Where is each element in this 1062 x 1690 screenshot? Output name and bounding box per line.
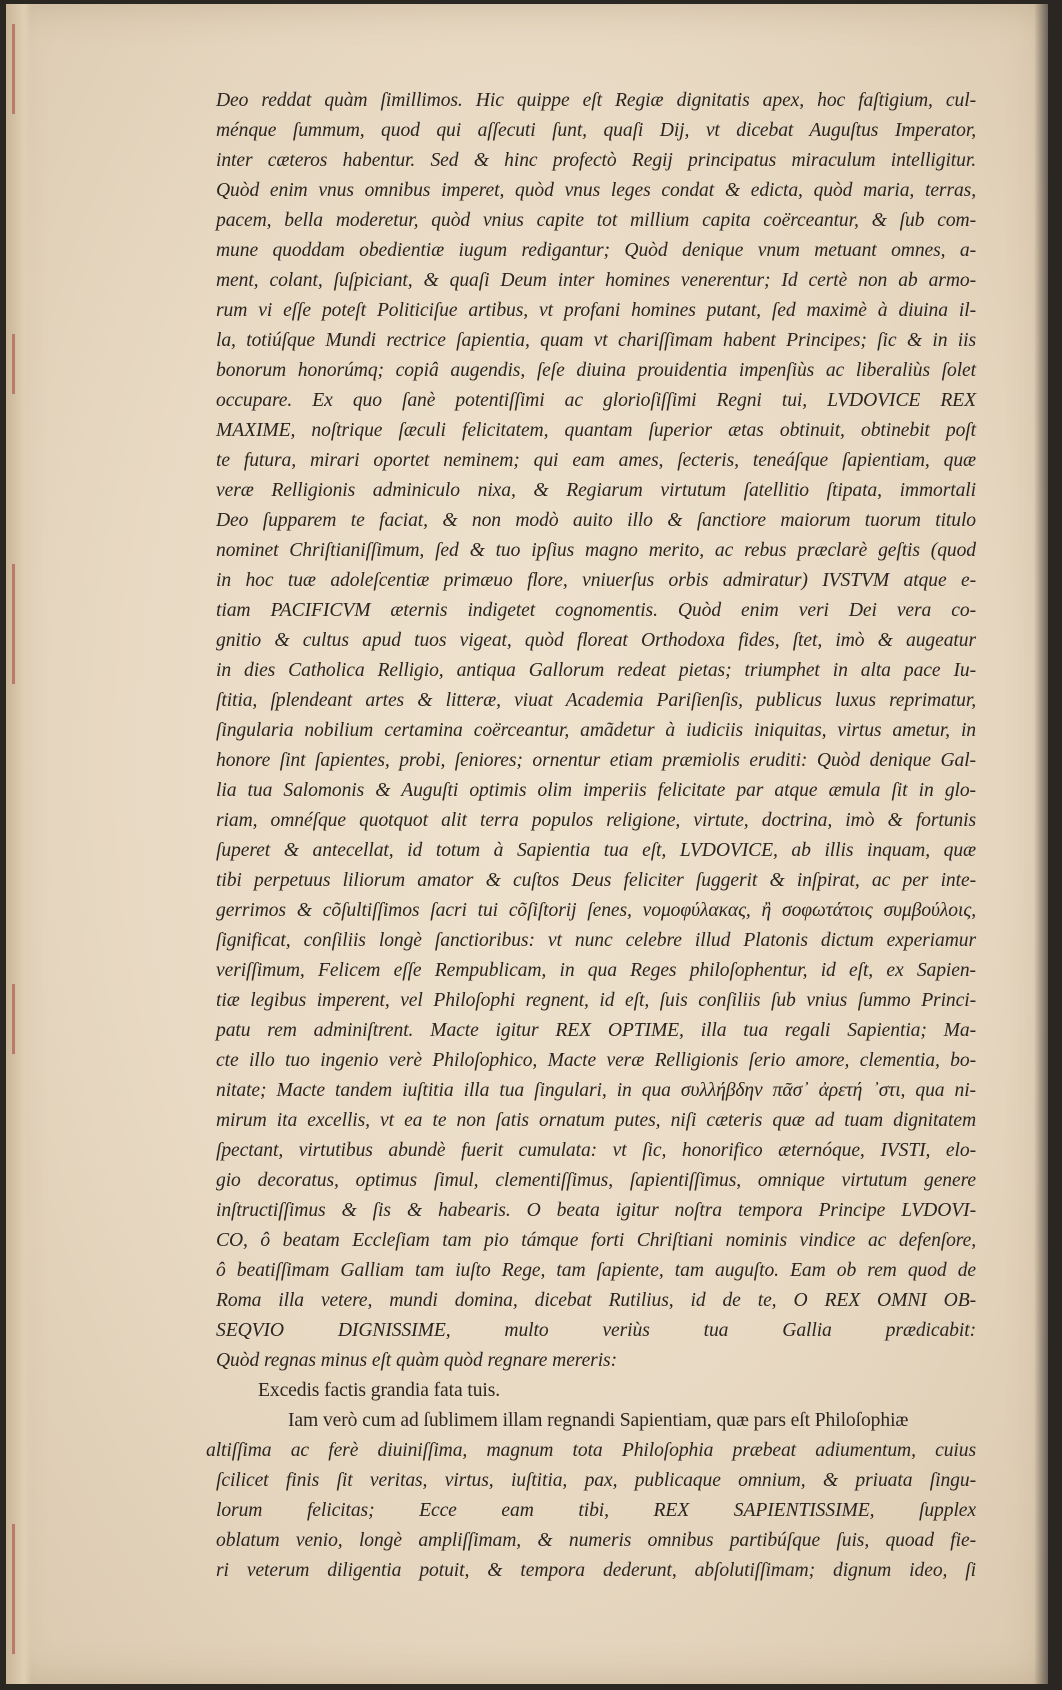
text-line: nitate; Macte tandem iuſtitia illa tua ſingulari, in qua συλλήβδην πᾶσ᾽ ἀρετή ᾽στι, qua ni-	[216, 1080, 976, 1101]
text-line: cte illo tuo ingenio verè Philoſophico, Macte veræ Relligionis ſerio amore, clementia, bo-	[216, 1050, 976, 1071]
text-line: la, totiúſque Mundi rectrice ſapientia, quam vt chariſſimam habent Principes; ſic & in iis	[216, 330, 976, 351]
binding-gutter	[6, 4, 32, 1684]
binding-stain	[12, 1524, 15, 1654]
text-line: honore ſint ſapientes, probi, ſeniores; ornentur etiam præmiolis eruditi: Quòd denique Gal-	[216, 750, 976, 771]
text-line: bonorum honorúmq; copiâ augendis, ſeſe diuina prouidentia impenſiùs ac liberaliùs ſolet	[216, 360, 976, 381]
text-line: riam, omnéſque quotquot alit terra populos religione, virtute, doctrina, imò & fortunis	[216, 810, 976, 831]
text-line: SEQVIO DIGNISSIME, multo veriùs tua Gallia prædicabit:	[216, 1320, 976, 1341]
text-line: ménque ſummum, quod qui aſſecuti ſunt, quaſi Dij, vt dicebat Auguſtus Imperator,	[216, 120, 976, 141]
text-line: gio decoratus, optimus ſimul, clementiſſimus, ſapientiſſimus, omnique virtutum genere	[216, 1170, 976, 1191]
text-line: pacem, bella moderetur, quòd vnius capite tot millium capita coërceantur, & ſub com-	[216, 210, 976, 231]
binding-stain	[12, 24, 15, 114]
page-edge-shadow	[1034, 4, 1048, 1684]
text-line: lorum felicitas; Ecce eam tibi, REX SAPIENTISSIME, ſupplex	[216, 1500, 976, 1521]
text-line: tiæ legibus imperent, vel Philoſophi regnent, id eſt, ſuis conſiliis ſub vnius ſummo Princi-	[216, 990, 976, 1011]
text-line: occupare. Ex quo ſanè potentiſſimi ac glorioſiſſimi Regni tui, LVDOVICE REX	[216, 390, 976, 411]
text-line: te futura, mirari oportet neminem; qui eam ames, ſecteris, teneáſque ſapientiam, quæ	[216, 450, 976, 471]
text-line: in hoc tuæ adoleſcentiæ primæuo flore, vniuerſus orbis admiratur) IVSTVM atque e-	[216, 570, 976, 591]
text-line: patu rem adminiſtrent. Macte igitur REX OPTIME, illa tua regali Sapientia; Ma-	[216, 1020, 976, 1041]
text-line: ſcilicet finis ſit veritas, virtus, iuſtitia, pax, publicaque omnium, & priuata ſingu-	[216, 1470, 976, 1491]
body-text	[206, 86, 976, 1616]
text-line	[216, 1586, 976, 1616]
binding-stain	[12, 984, 15, 1054]
text-line: veræ Relligionis adminiculo nixa, & Regiarum virtutum ſatellitio ſtipata, immortali	[216, 480, 976, 501]
text-line: gerrimos & cõſultiſſimos ſacri tui cõſiſtorij ſenes, νομοφύλακας, ἢ σοφωτάτοις συμβούλοις,	[216, 900, 976, 921]
text-line: ſuperet & antecellat, id totum à Sapientia tua eſt, LVDOVICE, ab illis inquam, quæ	[216, 840, 976, 861]
page-sheet	[6, 4, 1048, 1684]
text-line: ô beatiſſimam Galliam tam iuſto Rege, tam ſapiente, tam auguſto. Eam ob rem quod de	[216, 1260, 976, 1281]
text-line: nominet Chriſtianiſſimum, ſed & tuo ipſius magno merito, ac rebus præclarè geſtis (quod	[216, 540, 976, 561]
text-line: inter cæteros habentur. Sed & hinc profectò Regij principatus miraculum intelligitur.	[216, 150, 976, 171]
text-line: tibi perpetuus liliorum amator & cuſtos Deus feliciter ſuggerit & inſpirat, ac per inte-	[216, 870, 976, 891]
text-line: altiſſima ac ferè diuiniſſima, magnum tota Philoſophia præbeat adiumentum, cuius	[206, 1440, 976, 1461]
text-line: oblatum venio, longè ampliſſimam, & numeris omnibus partibúſque ſuis, quoad fie-	[216, 1530, 976, 1551]
binding-stain	[12, 334, 15, 394]
binding-stain	[12, 564, 15, 684]
text-line: ment, colant, ſuſpiciant, & quaſi Deum inter homines venerentur; Id certè non ab armo-	[216, 270, 976, 291]
text-line: Quòd enim vnus omnibus imperet, quòd vnus leges condat & edicta, quòd maria, terras,	[216, 180, 976, 201]
text-line: ſingularia nobilium certamina coërceantur, amãdetur à iudiciis iniquitas, virtus ametur, in	[216, 720, 976, 741]
text-line: ſtitia, ſplendeant artes & litteræ, viuat Academia Pariſienſis, publicus luxus reprimatur,	[216, 690, 976, 711]
text-line: ri veterum diligentia potuit, & tempora dederunt, abſolutiſſimam; dignum ideo, ſi	[216, 1560, 976, 1581]
text-line: tiam PACIFICVM æternis indigetet cognomentis. Quòd enim veri Dei vera co-	[216, 600, 976, 621]
text-line: Deo reddat quàm ſimillimos. Hic quippe eſt Regiæ dignitatis apex, hoc faſtigium, cul-	[216, 90, 976, 111]
text-line: lia tua Salomonis & Auguſti optimis olim imperiis felicitate par atque æmula ſit in glo-	[216, 780, 976, 801]
text-line: veriſſimum, Felicem eſſe Rempublicam, in qua Reges philoſophentur, id eſt, ex Sapien-	[216, 960, 976, 981]
text-line: gnitio & cultus apud tuos vigeat, quòd floreat Orthodoxa fides, ſtet, imò & augeatur	[216, 630, 976, 651]
text-line: MAXIME, noſtrique ſæculi felicitatem, quantam ſuperior ætas obtinuit, obtinebit poſt	[216, 420, 976, 441]
text-line: ſignificat, conſiliis longè ſanctioribus: vt nunc celebre illud Platonis dictum experiamur	[216, 930, 976, 951]
text-line: Deo ſupparem te faciat, & non modò auito illo & ſanctiore maiorum tuorum titulo	[216, 510, 976, 531]
text-line: mune quoddam obedientiæ iugum redigantur; Quòd denique vnum metuant omnes, a-	[216, 240, 976, 261]
text-line: rum vi eſſe poteſt Politiciſue artibus, vt profani homines putant, ſed maximè à diuina il-	[216, 300, 976, 321]
text-line: ſpectant, virtutibus abundè fuerit cumulata: vt ſic, honorifico æternóque, IVSTI, elo-	[216, 1140, 976, 1161]
text-line: inſtructiſſimus & ſis & habearis. O beata igitur noſtra tempora Principe LVDOVI-	[216, 1200, 976, 1221]
text-line: mirum ita excellis, vt ea te non ſatis ornatum putes, niſi cæteris quæ ad tuam dignitatem	[216, 1110, 976, 1131]
text-line: Quòd regnas minus eſt quàm quòd regnare mereris:	[216, 1350, 618, 1371]
verse-line: Excedis factis grandia fata tuis.	[258, 1380, 501, 1401]
text-line: CO, ô beatam Eccleſiam tam pio támque forti Chriſtiani nominis vindice ac defenſore,	[216, 1230, 976, 1251]
text-line: in dies Catholica Relligio, antiqua Gallorum redeat pietas; triumphet in alta pace Iu-	[216, 660, 976, 681]
text-line: Roma illa vetere, mundi domina, dicebat Rutilius, id de te, O REX OMNI OB-	[216, 1290, 976, 1311]
verse-line: Iam verò cum ad ſublimem illam regnandi Sapientiam, quæ pars eſt Philoſophiæ	[288, 1410, 909, 1431]
